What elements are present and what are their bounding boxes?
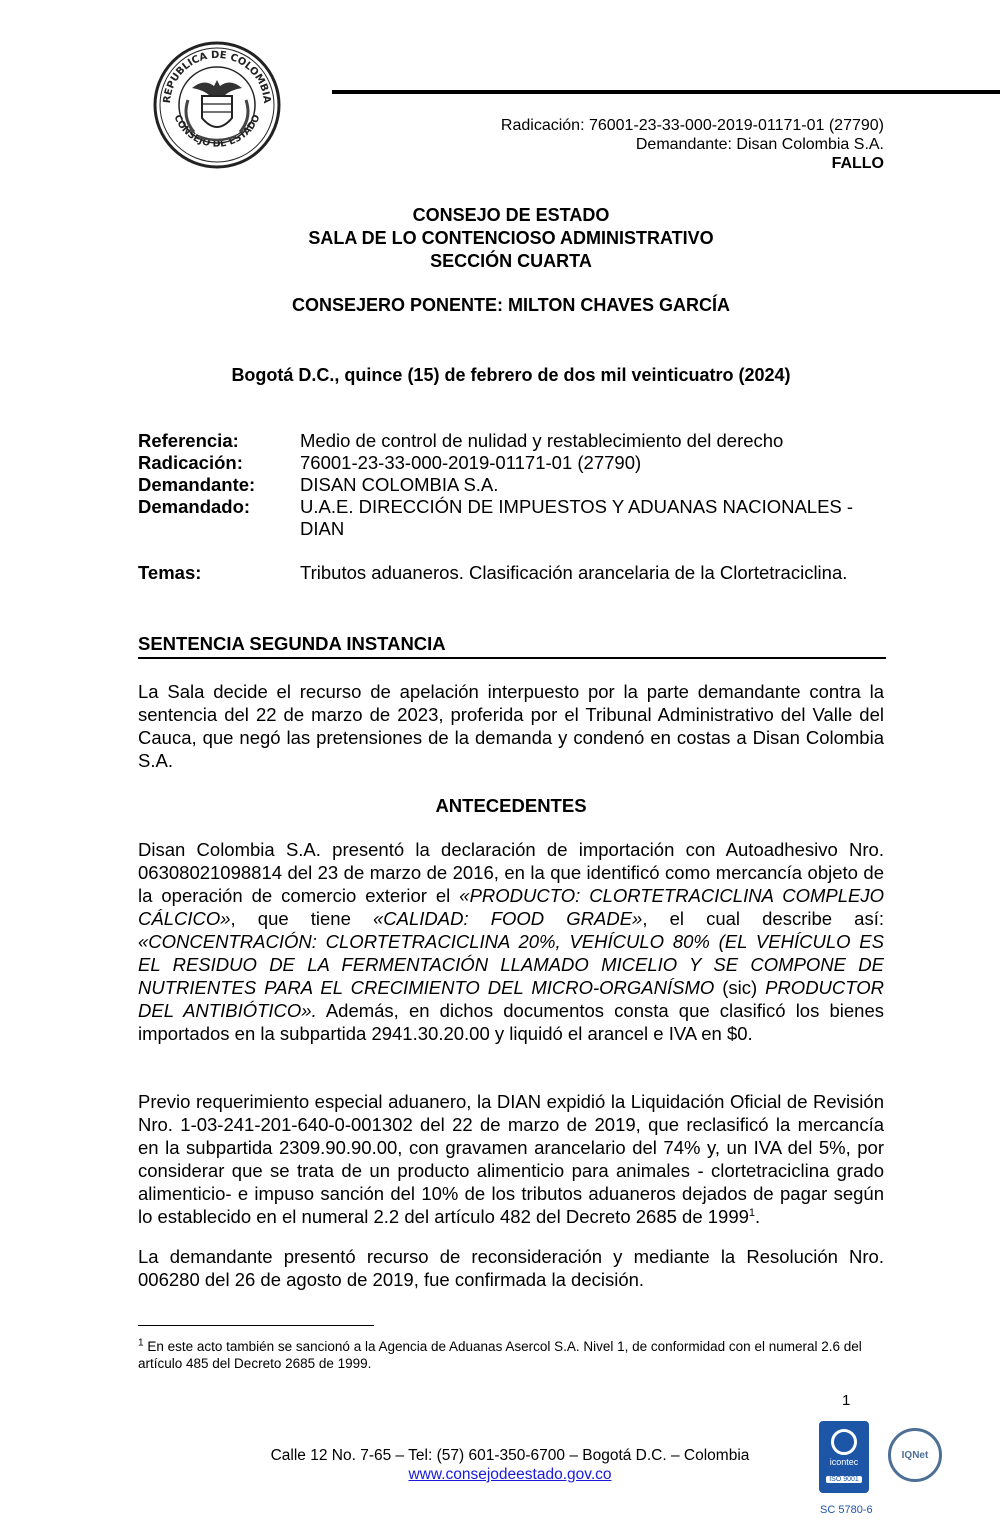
icontec-ring-icon (831, 1429, 857, 1455)
document-date: Bogotá D.C., quince (15) de febrero de dos mil veinticuatro (2024) (231, 365, 791, 385)
reference-value: U.A.E. DIRECCIÓN DE IMPUESTOS Y ADUANAS NACIONALES - DIAN (300, 496, 854, 539)
paragraph-quote: «PRODUCTO: CLORTETRACICLINA COMPLEJO CÁLCICO» (138, 885, 884, 929)
reference-row (138, 474, 884, 496)
case-radicacion: Radicación: 76001-23-33-000-2019-01171-01 (27790) (500, 117, 884, 134)
page-number: 1 (842, 1392, 851, 1409)
paragraph-text: Previo requerimiento especial aduanero, la DIAN expidió la Liquidación Oficial de Revisión Nro. 1-03-241-201-640-0-001302 del 22 de marzo de 2019, que reclasificó la mercancía en la subpartida 2309.90.90.00, con gravamen arancelario del 74% y, un IVA del 5%, por considerar que se trata de un producto alimenticio para animales - clortetraciclina grado alimenticio- e impuso sanción del 10% de los tributos aduaneros dejados de pagar según lo establecido en el numeral 2.2 del artículo 482 del Decreto 2685 de 1999 (138, 1091, 884, 1227)
court-line-2: SALA DE LO CONTENCIOSO ADMINISTRATIVO (308, 228, 714, 248)
reference-value: 76001-23-33-000-2019-01171-01 (27790) (300, 452, 642, 473)
reference-label: Referencia: (138, 430, 239, 451)
reference-row (138, 496, 884, 540)
intro-paragraph: La Sala decide el recurso de apelación interpuesto por la parte demandante contra la sentencia del 22 de marzo de 2023, proferida por el Tribunal Administrativo del Valle del Cauca, que negó las pretensiones de la demanda y condenó en costas a Disan Colombia S.A. (138, 681, 884, 771)
paragraph-quote: PRODUCTOR DEL ANTIBIÓTICO». (138, 977, 884, 1021)
certification-code: SC 5780-6 (820, 1504, 873, 1516)
footnote (138, 1338, 884, 1372)
paragraph-quote: «CALIDAD: FOOD GRADE» (372, 908, 643, 929)
reference-label: Demandado: (138, 496, 251, 517)
court-heading (138, 204, 884, 273)
footnote-reference[interactable]: 1 (748, 1206, 756, 1219)
consejero-ponente: CONSEJERO PONENTE: MILTON CHAVES GARCÍA (291, 295, 731, 315)
temas-row (138, 562, 884, 584)
footnote-marker: 1 (138, 1337, 144, 1349)
case-type: FALLO (831, 155, 884, 172)
paragraph-text: , que tiene (230, 908, 373, 929)
court-line-3: SECCIÓN CUARTA (430, 251, 592, 271)
svg-text:REPUBLICA DE COLOMBIA: REPUBLICA DE COLOMBIA (161, 49, 273, 104)
icontec-label: icontec (829, 1457, 859, 1467)
iso-label: ISO 9001 (826, 1476, 862, 1483)
header-rule (332, 90, 1000, 94)
paragraph-quote: «CONCENTRACIÓN: CLORTETRACICLINA 20%, VEHÍCULO 80% (EL VEHÍCULO ES EL RESIDUO DE LA FERMENTACIÓN LLAMADO MICELIO Y SE COMPONE DE NUTRIENTES PARA EL CRECIMIENTO DEL MICRO-ORGANÍSMO (138, 931, 884, 998)
iqnet-label: IQNet (901, 1449, 929, 1461)
paragraph-text: Disan Colombia S.A. presentó la declaración de importación con Autoadhesivo Nro. 06308021098814 del 23 de marzo de 2016, en la que identificó como mercancía objeto de la operación de comercio exterior el (138, 839, 884, 906)
footnote-text: En este acto también se sancionó a la Agencia de Aduanas Asercol S.A. Nivel 1, de conformidad con el numeral 2.6 del artículo 485 del Decreto 2685 de 1999. (138, 1339, 862, 1371)
reference-label: Demandante: (138, 474, 256, 495)
footnote-rule (138, 1325, 374, 1326)
paragraph-text: . (755, 1206, 761, 1227)
section-title: SENTENCIA SEGUNDA INSTANCIA (138, 632, 886, 659)
antecedentes-paragraph-1 (138, 838, 884, 1045)
paragraph-text: Además, en dichos documentos consta que clasificó los bienes importados en la subpartida 2941.30.20.00 y liquidó el arancel e IVA en $0. (138, 1000, 884, 1044)
temas-value: Tributos aduaneros. Clasificación arancelaria de la Clortetraciclina. (300, 562, 848, 583)
case-demandante: Demandante: Disan Colombia S.A. (635, 136, 884, 153)
reference-value: DISAN COLOMBIA S.A. (300, 474, 499, 495)
reference-row (138, 452, 884, 474)
icontec-certification-logo (819, 1421, 869, 1493)
svg-text:CONSEJO DE ESTADO: CONSEJO DE ESTADO (171, 113, 263, 150)
consejo-de-estado-seal-icon (152, 40, 282, 170)
paragraph-text: (sic) (714, 977, 766, 998)
court-line-1: CONSEJO DE ESTADO (412, 205, 610, 225)
reference-label: Radicación: (138, 452, 243, 473)
iqnet-certification-logo (888, 1428, 942, 1482)
antecedentes-paragraph-2 (138, 1090, 884, 1228)
page-footer (200, 1446, 820, 1484)
reference-value: Medio de control de nulidad y restablecimiento del derecho (300, 430, 784, 451)
reference-row (138, 430, 884, 452)
footer-website-link[interactable]: www.consejodeestado.gov.co (408, 1466, 612, 1483)
temas-label: Temas: (138, 562, 202, 583)
case-header (501, 116, 884, 173)
antecedentes-title: ANTECEDENTES (435, 795, 587, 816)
reference-table (138, 430, 884, 584)
paragraph-text: , el cual describe así: (642, 908, 884, 929)
footer-address: Calle 12 No. 7-65 – Tel: (57) 601-350-6700 – Bogotá D.C. – Colombia (270, 1447, 750, 1464)
antecedentes-paragraph-3: La demandante presentó recurso de reconsideración y mediante la Resolución Nro. 006280 del 26 de agosto de 2019, fue confirmada la decisión. (138, 1246, 884, 1290)
